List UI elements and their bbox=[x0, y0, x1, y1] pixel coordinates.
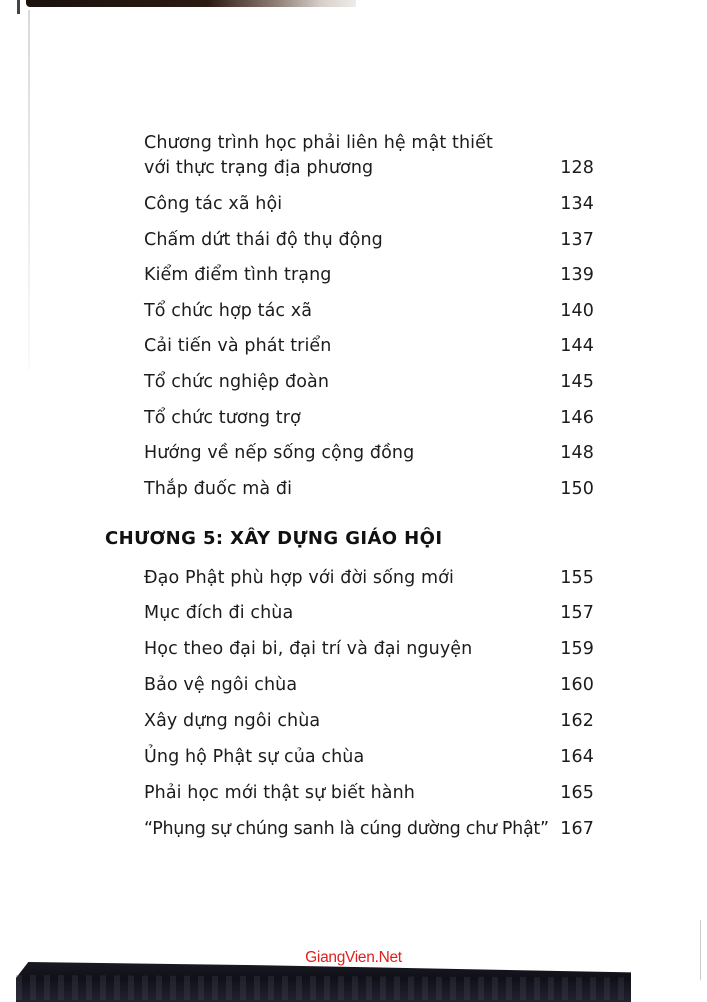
toc-entry-page: 164 bbox=[560, 747, 594, 767]
toc-entry-page: 139 bbox=[560, 265, 594, 285]
toc-entry bbox=[144, 228, 594, 253]
watermark: GiangVien.Net bbox=[305, 949, 402, 966]
toc-entry bbox=[144, 673, 594, 698]
toc-entry-page: 140 bbox=[560, 301, 594, 321]
toc-entry-page: 128 bbox=[560, 158, 594, 178]
toc-entry bbox=[144, 263, 594, 288]
toc-entry bbox=[144, 709, 594, 734]
toc-entry-page: 155 bbox=[560, 568, 594, 588]
toc-entry-title: Đạo Phật phù hợp với đời sống mới bbox=[144, 568, 454, 588]
toc-entry-page: 159 bbox=[560, 639, 594, 659]
next-page-edge-texture bbox=[16, 975, 631, 1000]
toc-entry-page: 146 bbox=[560, 408, 594, 428]
toc-entry bbox=[144, 637, 594, 662]
toc-entry bbox=[144, 406, 594, 431]
toc-entry-page: 157 bbox=[560, 603, 594, 623]
toc-entry-title: Cải tiến và phát triển bbox=[144, 336, 332, 356]
toc-entry-title: Hướng về nếp sống cộng đồng bbox=[144, 443, 415, 463]
toc-entry-title: Chấm dứt thái độ thụ động bbox=[144, 230, 383, 250]
toc-entry-page: 145 bbox=[560, 372, 594, 392]
toc-entry bbox=[144, 299, 594, 324]
toc-entry-title: Tổ chức tương trợ bbox=[144, 408, 301, 428]
toc-entry bbox=[144, 781, 594, 806]
toc-entry-title: Công tác xã hội bbox=[144, 194, 283, 214]
toc-entry-title-line1: Chương trình học phải liên hệ mật thiết bbox=[144, 133, 493, 153]
toc-entry-title: Thắp đuốc mà đi bbox=[144, 479, 293, 499]
toc-entry-page: 137 bbox=[560, 230, 594, 250]
toc-entry bbox=[144, 745, 594, 770]
toc-entry-page: 160 bbox=[560, 675, 594, 695]
toc-entry bbox=[144, 477, 594, 502]
chapter-heading: CHƯƠNG 5: XÂY DỰNG GIÁO HỘI bbox=[105, 528, 443, 549]
toc-entry-title: Tổ chức hợp tác xã bbox=[144, 301, 313, 321]
toc-entry-title: Phải học mới thật sự biết hành bbox=[144, 783, 415, 803]
toc-entry-title: Học theo đại bi, đại trí và đại nguyện bbox=[144, 639, 473, 659]
toc-entry bbox=[144, 441, 594, 466]
toc-entry-page: 167 bbox=[560, 819, 594, 839]
toc-entry-page: 144 bbox=[560, 336, 594, 356]
page-edge-shadow bbox=[17, 0, 20, 14]
toc-entry bbox=[144, 334, 594, 359]
toc-entry-title: “Phụng sự chúng sanh là cúng dường chư Phật” bbox=[144, 819, 549, 839]
toc-entry bbox=[144, 601, 594, 626]
toc-entry-title: Bảo vệ ngôi chùa bbox=[144, 675, 298, 695]
toc-entry-page: 165 bbox=[560, 783, 594, 803]
toc-entry-page: 134 bbox=[560, 194, 594, 214]
toc-entry-title: Tổ chức nghiệp đoàn bbox=[144, 372, 330, 392]
toc-entry-title: Xây dựng ngôi chùa bbox=[144, 711, 321, 731]
previous-page-edge bbox=[26, 0, 356, 7]
toc-entry bbox=[144, 817, 594, 842]
toc-entry-title-line2: với thực trạng địa phương bbox=[144, 158, 374, 178]
toc-entry bbox=[144, 566, 594, 591]
toc-entry-title: Ủng hộ Phật sự của chùa bbox=[144, 747, 365, 767]
page-fold-shadow bbox=[28, 10, 30, 370]
toc-entry bbox=[144, 192, 594, 217]
toc-entry-page: 150 bbox=[560, 479, 594, 499]
toc-entry bbox=[144, 131, 594, 181]
toc-entry-page: 162 bbox=[560, 711, 594, 731]
toc-entry-title: Kiểm điểm tình trạng bbox=[144, 265, 332, 285]
toc-entry bbox=[144, 370, 594, 395]
toc-entry-title: Mục đích đi chùa bbox=[144, 603, 294, 623]
toc-entry-page: 148 bbox=[560, 443, 594, 463]
